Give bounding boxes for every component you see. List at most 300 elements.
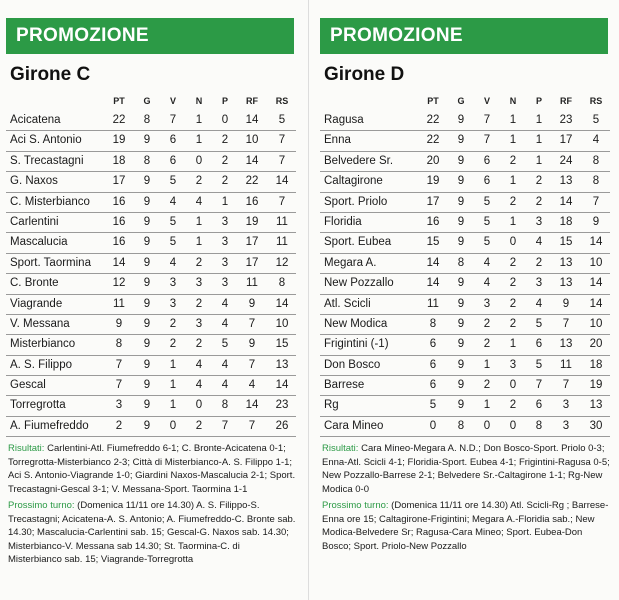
header-v: V xyxy=(169,96,176,106)
cell-v: 4 xyxy=(169,195,177,208)
cell-pt: 15 xyxy=(426,236,440,249)
cell-rs: 23 xyxy=(275,399,289,412)
cell-g: 9 xyxy=(457,297,465,310)
cell-g: 8 xyxy=(457,419,465,432)
cell-v: 7 xyxy=(483,134,491,147)
team-name: Belvedere Sr. xyxy=(324,154,394,167)
table-row xyxy=(6,376,296,396)
header-n: N xyxy=(195,96,203,106)
cell-p: 7 xyxy=(221,419,229,432)
cell-rf: 15 xyxy=(559,236,573,249)
cell-rs: 14 xyxy=(275,297,289,310)
cell-g: 9 xyxy=(143,358,151,371)
cell-rs: 5 xyxy=(592,114,600,126)
team-name: Don Bosco xyxy=(324,358,381,371)
cell-rf: 14 xyxy=(245,399,259,412)
cell-g: 9 xyxy=(143,215,151,228)
cell-pt: 22 xyxy=(112,114,126,126)
cell-rs: 30 xyxy=(589,419,603,432)
team-name: Aci S. Antonio xyxy=(10,134,82,147)
table-row xyxy=(6,131,296,151)
cell-n: 1 xyxy=(509,134,517,147)
cell-n: 0 xyxy=(195,154,203,167)
table-row xyxy=(320,111,610,131)
table-header xyxy=(6,96,296,110)
cell-p: 5 xyxy=(535,358,543,371)
cell-g: 9 xyxy=(143,297,151,310)
cell-v: 5 xyxy=(169,215,177,228)
table-row xyxy=(6,335,296,355)
cell-n: 1 xyxy=(195,236,203,249)
table-row xyxy=(6,172,296,192)
cell-pt: 16 xyxy=(426,215,440,228)
cell-rs: 14 xyxy=(589,277,603,290)
team-name: Viagrande xyxy=(10,297,63,310)
header-v: V xyxy=(483,96,490,106)
cell-p: 1 xyxy=(221,195,229,208)
cell-v: 1 xyxy=(169,379,177,392)
table-row xyxy=(320,152,610,172)
cell-pt: 16 xyxy=(112,236,126,249)
cell-n: 0 xyxy=(195,399,203,412)
cell-g: 9 xyxy=(457,317,465,330)
cell-g: 9 xyxy=(143,256,151,269)
cell-rf: 16 xyxy=(245,195,259,208)
cell-rs: 14 xyxy=(589,297,603,310)
cell-n: 4 xyxy=(195,195,203,208)
cell-rf: 13 xyxy=(559,256,573,269)
cell-rs: 15 xyxy=(275,338,289,351)
cell-n: 1 xyxy=(195,215,203,228)
cell-rs: 18 xyxy=(589,358,603,371)
cell-pt: 22 xyxy=(426,114,440,126)
cell-n: 1 xyxy=(195,114,203,126)
promozione-banner: PROMOZIONE xyxy=(6,18,294,54)
cell-v: 7 xyxy=(169,114,177,126)
cell-rs: 8 xyxy=(278,277,286,290)
cell-g: 9 xyxy=(457,399,465,412)
prossimo-turno-text: (Domenica 11/11 ore 14.30) Atl. Scicli-Rg ; Barrese-Enna ore 15; Caltagirone-Frigintini; Megara A.-Floridia sab.; New Modica-Belvedere Sr; Ragusa-Cara Mineo; Sport. Eubea-Don Bosco; Sport. Priolo-New Pozzallo xyxy=(322,500,609,552)
cell-rs: 14 xyxy=(275,379,289,392)
cell-n: 2 xyxy=(509,399,517,412)
cell-rf: 10 xyxy=(245,134,259,147)
cell-v: 1 xyxy=(169,399,177,412)
team-name: Enna xyxy=(324,134,351,147)
header-pt: PT xyxy=(427,96,439,106)
cell-rf: 7 xyxy=(248,358,256,371)
cell-p: 2 xyxy=(535,256,543,269)
cell-v: 6 xyxy=(169,154,177,167)
table-row xyxy=(6,315,296,335)
cell-rs: 13 xyxy=(589,399,603,412)
cell-v: 7 xyxy=(483,114,491,126)
table-row xyxy=(6,152,296,172)
cell-v: 4 xyxy=(483,256,491,269)
cell-n: 2 xyxy=(509,256,517,269)
cell-rf: 17 xyxy=(245,236,259,249)
team-name: Sport. Taormina xyxy=(10,256,91,269)
cell-rf: 23 xyxy=(559,114,573,126)
cell-p: 4 xyxy=(221,379,229,392)
cell-rs: 4 xyxy=(592,134,600,147)
standings-table xyxy=(6,111,296,437)
cell-v: 6 xyxy=(483,175,491,188)
cell-p: 6 xyxy=(535,338,543,351)
cell-pt: 5 xyxy=(429,399,437,412)
cell-g: 9 xyxy=(143,277,151,290)
cell-v: 6 xyxy=(169,134,177,147)
cell-g: 9 xyxy=(143,338,151,351)
cell-rf: 19 xyxy=(245,215,259,228)
header-g: G xyxy=(457,96,465,106)
cell-p: 8 xyxy=(535,419,543,432)
cell-pt: 20 xyxy=(426,154,440,167)
notes xyxy=(322,442,610,556)
table-row xyxy=(320,376,610,396)
cell-n: 1 xyxy=(509,215,517,228)
header-g: G xyxy=(143,96,151,106)
table-row xyxy=(320,295,610,315)
team-name: Caltagirone xyxy=(324,175,383,188)
header-p: P xyxy=(535,96,542,106)
cell-g: 9 xyxy=(457,114,465,126)
cell-rf: 4 xyxy=(248,379,256,392)
girone-title: Girone C xyxy=(10,64,91,85)
table-row xyxy=(6,295,296,315)
cell-pt: 8 xyxy=(429,317,437,330)
cell-v: 2 xyxy=(169,338,177,351)
cell-rf: 24 xyxy=(559,154,573,167)
cell-p: 2 xyxy=(535,195,543,208)
cell-pt: 18 xyxy=(112,154,126,167)
cell-g: 9 xyxy=(457,175,465,188)
cell-p: 4 xyxy=(221,358,229,371)
cell-p: 4 xyxy=(535,236,543,249)
table-row xyxy=(6,193,296,213)
table-row xyxy=(320,396,610,416)
girone-d-column xyxy=(320,0,610,600)
cell-rs: 14 xyxy=(589,236,603,249)
team-name: Barrese xyxy=(324,379,365,392)
table-header xyxy=(320,96,610,110)
cell-p: 1 xyxy=(535,114,543,126)
table-row xyxy=(320,335,610,355)
team-name: S. Trecastagni xyxy=(10,154,84,167)
risultati-paragraph xyxy=(322,442,610,496)
cell-rf: 13 xyxy=(559,277,573,290)
table-row xyxy=(6,213,296,233)
team-name: Misterbianco xyxy=(10,338,76,351)
risultati-paragraph xyxy=(8,442,296,496)
cell-n: 2 xyxy=(195,256,203,269)
cell-g: 9 xyxy=(457,236,465,249)
cell-rs: 7 xyxy=(278,154,286,167)
table-row xyxy=(320,233,610,253)
team-name: Torregrotta xyxy=(10,399,66,412)
cell-g: 8 xyxy=(143,154,151,167)
cell-p: 3 xyxy=(535,277,543,290)
risultati-label: Risultati: xyxy=(322,443,359,454)
cell-v: 6 xyxy=(483,154,491,167)
cell-rf: 11 xyxy=(246,277,258,290)
cell-rf: 17 xyxy=(559,134,573,147)
header-rf: RF xyxy=(560,96,572,106)
cell-n: 2 xyxy=(509,317,517,330)
header-rs: RS xyxy=(275,96,289,106)
table-row xyxy=(320,274,610,294)
cell-pt: 2 xyxy=(115,419,123,432)
cell-v: 1 xyxy=(483,399,491,412)
team-name: A. Fiumefreddo xyxy=(10,419,89,432)
cell-rf: 17 xyxy=(245,256,259,269)
cell-n: 0 xyxy=(509,379,517,392)
promozione-banner: PROMOZIONE xyxy=(320,18,608,54)
cell-g: 9 xyxy=(143,175,151,188)
cell-rs: 26 xyxy=(275,419,289,432)
cell-g: 9 xyxy=(143,134,151,147)
cell-rf: 9 xyxy=(248,297,256,310)
team-name: Floridia xyxy=(324,215,362,228)
cell-rs: 7 xyxy=(278,195,286,208)
cell-p: 3 xyxy=(221,215,229,228)
cell-v: 5 xyxy=(169,236,177,249)
cell-pt: 19 xyxy=(112,134,126,147)
table-row xyxy=(320,193,610,213)
team-name: V. Messana xyxy=(10,317,70,330)
cell-pt: 6 xyxy=(429,358,437,371)
cell-rs: 7 xyxy=(592,195,600,208)
cell-v: 4 xyxy=(483,277,491,290)
cell-n: 3 xyxy=(195,277,203,290)
team-name: Carlentini xyxy=(10,215,59,228)
table-row xyxy=(6,254,296,274)
cell-rs: 9 xyxy=(592,215,600,228)
cell-p: 8 xyxy=(221,399,229,412)
team-name: Sport. Priolo xyxy=(324,195,388,208)
header-p: P xyxy=(221,96,228,106)
cell-g: 8 xyxy=(457,256,465,269)
prossimo-turno-label: Prossimo turno: xyxy=(8,500,75,511)
cell-n: 3 xyxy=(509,358,517,371)
cell-rs: 8 xyxy=(592,154,600,167)
table-row xyxy=(6,417,296,437)
team-name: A. S. Filippo xyxy=(10,358,72,371)
cell-pt: 0 xyxy=(429,419,437,432)
cell-n: 2 xyxy=(195,297,203,310)
cell-n: 0 xyxy=(509,236,517,249)
risultati-text: Cara Mineo-Megara A. N.D.; Don Bosco-Sport. Priolo 0-3; Enna-Atl. Scicli 4-1; Floridia-Sport. Eubea 4-1; Frigintini-Ragusa 0-5; New Pozzallo-Barrese 2-1; Belvedere Sr.-Caltagirone 1-1; Rg-New Modica 0-0 xyxy=(322,443,610,495)
cell-n: 1 xyxy=(195,134,203,147)
cell-v: 1 xyxy=(483,358,491,371)
cell-pt: 16 xyxy=(112,195,126,208)
cell-n: 1 xyxy=(509,175,517,188)
cell-g: 9 xyxy=(457,338,465,351)
cell-p: 1 xyxy=(535,154,543,167)
cell-p: 3 xyxy=(535,215,543,228)
cell-v: 4 xyxy=(169,256,177,269)
cell-p: 5 xyxy=(535,317,543,330)
cell-p: 2 xyxy=(221,154,229,167)
cell-g: 9 xyxy=(457,134,465,147)
cell-g: 9 xyxy=(143,236,151,249)
team-name: New Modica xyxy=(324,317,388,330)
cell-rf: 3 xyxy=(562,399,570,412)
cell-p: 4 xyxy=(221,317,229,330)
table-row xyxy=(6,111,296,131)
cell-p: 4 xyxy=(535,297,543,310)
cell-g: 9 xyxy=(457,195,465,208)
cell-g: 9 xyxy=(143,379,151,392)
cell-n: 1 xyxy=(509,338,517,351)
cell-rf: 7 xyxy=(562,379,570,392)
cell-v: 2 xyxy=(483,317,491,330)
cell-pt: 17 xyxy=(112,175,126,188)
table-row xyxy=(320,172,610,192)
cell-pt: 14 xyxy=(426,277,440,290)
cell-n: 2 xyxy=(195,175,203,188)
cell-rs: 12 xyxy=(275,256,289,269)
cell-rf: 7 xyxy=(248,419,256,432)
cell-rf: 7 xyxy=(562,317,570,330)
cell-p: 0 xyxy=(221,114,229,126)
cell-v: 2 xyxy=(169,317,177,330)
cell-v: 2 xyxy=(483,338,491,351)
cell-rf: 3 xyxy=(562,419,570,432)
team-name: Megara A. xyxy=(324,256,377,269)
table-row xyxy=(6,233,296,253)
team-name: Cara Mineo xyxy=(324,419,384,432)
girone-title: Girone D xyxy=(324,64,405,85)
team-name: Acicatena xyxy=(10,114,61,126)
cell-rf: 14 xyxy=(245,154,259,167)
cell-rf: 9 xyxy=(248,338,256,351)
cell-v: 1 xyxy=(169,358,177,371)
table-row xyxy=(320,315,610,335)
prossimo-turno-paragraph xyxy=(8,499,296,567)
table-row xyxy=(320,131,610,151)
cell-n: 0 xyxy=(509,419,517,432)
cell-v: 5 xyxy=(483,215,491,228)
risultati-label: Risultati: xyxy=(8,443,45,454)
cell-v: 2 xyxy=(483,379,491,392)
cell-p: 1 xyxy=(535,134,543,147)
cell-v: 0 xyxy=(169,419,177,432)
cell-n: 4 xyxy=(195,379,203,392)
cell-rf: 18 xyxy=(559,215,573,228)
column-divider xyxy=(308,0,309,600)
cell-rs: 11 xyxy=(276,215,288,228)
table-row xyxy=(320,417,610,437)
cell-p: 2 xyxy=(221,175,229,188)
cell-n: 1 xyxy=(509,114,517,126)
cell-p: 4 xyxy=(221,297,229,310)
table-row xyxy=(320,254,610,274)
team-name: C. Bronte xyxy=(10,277,59,290)
team-name: Ragusa xyxy=(324,114,364,126)
cell-v: 5 xyxy=(169,175,177,188)
cell-p: 2 xyxy=(221,134,229,147)
team-name: Frigintini (-1) xyxy=(324,338,389,351)
table-row xyxy=(6,356,296,376)
cell-pt: 11 xyxy=(427,297,439,310)
cell-p: 3 xyxy=(221,277,229,290)
cell-rf: 14 xyxy=(245,114,259,126)
cell-p: 6 xyxy=(535,399,543,412)
cell-rf: 13 xyxy=(559,175,573,188)
cell-pt: 12 xyxy=(112,277,126,290)
cell-g: 9 xyxy=(143,399,151,412)
cell-v: 5 xyxy=(483,195,491,208)
cell-g: 9 xyxy=(457,358,465,371)
header-rf: RF xyxy=(246,96,258,106)
cell-p: 3 xyxy=(221,256,229,269)
cell-n: 2 xyxy=(509,154,517,167)
cell-rs: 19 xyxy=(589,379,603,392)
team-name: New Pozzallo xyxy=(324,277,394,290)
cell-rs: 20 xyxy=(589,338,603,351)
cell-rs: 5 xyxy=(278,114,286,126)
cell-pt: 8 xyxy=(115,338,123,351)
prossimo-turno-label: Prossimo turno: xyxy=(322,500,389,511)
cell-rs: 14 xyxy=(275,175,289,188)
cell-rs: 7 xyxy=(278,134,286,147)
cell-pt: 6 xyxy=(429,338,437,351)
cell-n: 2 xyxy=(195,338,203,351)
cell-n: 2 xyxy=(509,195,517,208)
cell-g: 8 xyxy=(143,114,151,126)
cell-g: 9 xyxy=(143,419,151,432)
standings-table xyxy=(320,111,610,437)
table-row xyxy=(320,213,610,233)
girone-c-column xyxy=(6,0,296,600)
team-name: Mascalucia xyxy=(10,236,68,249)
team-name: G. Naxos xyxy=(10,175,58,188)
cell-rs: 10 xyxy=(589,256,603,269)
cell-g: 9 xyxy=(457,379,465,392)
cell-n: 4 xyxy=(195,358,203,371)
team-name: Sport. Eubea xyxy=(324,236,392,249)
cell-rf: 14 xyxy=(559,195,573,208)
cell-rf: 11 xyxy=(560,358,572,371)
cell-n: 2 xyxy=(195,419,203,432)
risultati-text: Carlentini-Atl. Fiumefreddo 6-1; C. Bronte-Acicatena 0-1; Torregrotta-Misterbianco 2-3; Città di Misterbianco-A. S. Filippo 1-1; Aci S. Antonio-Viagrande 1-0; Giardini Naxos-Mascalucia 2-1; Sport. Trecastagni-Gescal 3-1; V. Messana-Sport. Taormina 1-1 xyxy=(8,443,296,495)
notes xyxy=(8,442,296,570)
cell-g: 9 xyxy=(457,154,465,167)
cell-pt: 16 xyxy=(112,215,126,228)
cell-n: 2 xyxy=(509,297,517,310)
cell-pt: 22 xyxy=(426,134,440,147)
cell-pt: 7 xyxy=(115,379,123,392)
cell-rs: 10 xyxy=(275,317,289,330)
cell-rf: 22 xyxy=(245,175,259,188)
cell-pt: 9 xyxy=(115,317,123,330)
table-row xyxy=(320,356,610,376)
cell-pt: 14 xyxy=(426,256,440,269)
cell-g: 9 xyxy=(143,195,151,208)
header-pt: PT xyxy=(113,96,125,106)
table-row xyxy=(6,396,296,416)
team-name: Rg xyxy=(324,399,339,412)
cell-rs: 13 xyxy=(275,358,289,371)
cell-v: 5 xyxy=(483,236,491,249)
cell-g: 9 xyxy=(143,317,151,330)
cell-p: 3 xyxy=(221,236,229,249)
cell-g: 9 xyxy=(457,277,465,290)
cell-rf: 7 xyxy=(248,317,256,330)
cell-v: 3 xyxy=(169,297,177,310)
cell-pt: 3 xyxy=(115,399,123,412)
cell-p: 2 xyxy=(535,175,543,188)
